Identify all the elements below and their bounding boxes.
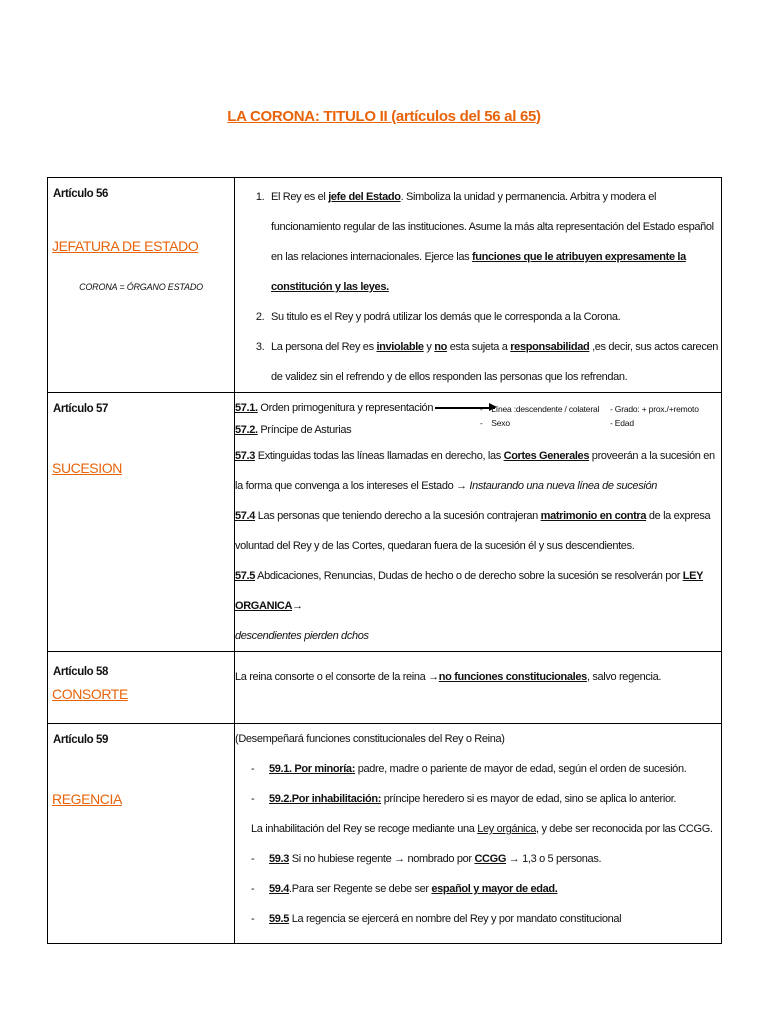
side-note: - Grado: + prox./+remoto - Edad <box>610 404 699 428</box>
keyword: funciones que le atribuyen expresamente la constitución y las leyes. <box>271 251 686 293</box>
table-row <box>48 724 722 944</box>
section-title: CONSORTE <box>52 686 128 702</box>
list-item: - 59.4.Para ser Regente se debe ser español y mayor de edad. <box>251 874 721 904</box>
list-item: 57.2. Príncipe de Asturias <box>235 424 352 436</box>
table-row <box>48 178 722 393</box>
inhabilitacion-text: La inhabilitación del Rey se recoge mediante una Ley orgánica, y debe ser reconocida por las CCGG. <box>251 823 713 835</box>
regencia-list <box>235 754 721 814</box>
articles-table <box>47 177 722 944</box>
article-number: Artículo 59 <box>53 734 109 746</box>
article-number: Artículo 57 <box>53 403 109 415</box>
section-title: JEFATURA DE ESTADO <box>52 238 199 254</box>
intro-text: (Desempeñará funciones constitucionales del Rey o Reina) <box>235 733 505 745</box>
keyword: inviolable <box>376 341 424 353</box>
regencia-list-2 <box>235 844 721 934</box>
keyword: no <box>434 341 447 353</box>
list-item: 57.4 Las personas que teniendo derecho a la sucesión contrajeran matrimonio en contra de la expresa voluntad del Rey y de las Cortes, quedaran fuera de la sucesión él y sus descendientes. <box>235 510 711 552</box>
list-item: 57.5 Abdicaciones, Renuncias, Dudas de hecho o de derecho sobre la sucesión se resolverán por LEY ORGANICA→ descendientes pierden dchos <box>235 570 704 642</box>
article-number: Artículo 58 <box>53 666 109 678</box>
keyword: jefe del Estado <box>328 191 401 203</box>
article-cell <box>48 393 235 652</box>
list-item: - 59.2.Por inhabilitación: príncipe heredero si es mayor de edad, sino se aplica lo anterior. <box>251 784 721 814</box>
article-cell <box>48 652 235 724</box>
list-item: 2. Su titulo es el Rey y podrá utilizar los demás que le corresponda a la Corona. <box>267 302 721 332</box>
list-item: - 59.1. Por minoría: padre, madre o pariente de mayor de edad, según el orden de sucesión. <box>251 754 721 784</box>
content-cell <box>235 178 722 393</box>
side-note: - Línea :descendente / colateral - Sexo <box>480 404 600 428</box>
list-item: - 59.3 Si no hubiese regente → nombrado por CCGG → 1,3 o 5 personas. <box>251 844 721 874</box>
keyword: responsabilidad <box>510 341 590 353</box>
article-list <box>235 182 721 392</box>
table-row <box>48 393 722 652</box>
keyword: no funciones constitucionales <box>438 671 587 683</box>
section-note: CORONA = ÓRGANO ESTADO <box>79 282 203 292</box>
section-title: REGENCIA <box>52 791 122 807</box>
article-number: Artículo 56 <box>53 188 109 200</box>
list-item: - 59.5 La regencia se ejercerá en nombre del Rey y por mandato constitucional <box>251 904 721 934</box>
list-item: 1. El Rey es el jefe del Estado. Simboliza la unidad y permanencia. Arbitra y modera el funcionamiento regular de las instituciones. Asume la más alta representación del Estado español en las relaciones internacionales. Ejerce las funciones que le atribuyen expresamente la constitución y las leyes. <box>267 182 721 302</box>
list-item: 57.3 Extinguidas todas las líneas llamadas en derecho, las Cortes Generales proveerán a la sucesión en la forma que convenga a los intereses el Estado → Instaurando una nueva línea de sucesión <box>235 450 715 492</box>
article-cell <box>48 724 235 944</box>
page-title: LA CORONA: TITULO II (artículos del 56 al 65) <box>227 108 541 125</box>
content-cell: La reina consorte o el consorte de la reina →no funciones constitucionales, salvo regencia. <box>235 652 722 724</box>
list-item: 57.1. Orden primogenitura y representación <box>235 397 721 419</box>
article-cell <box>48 178 235 393</box>
list-item: 3. La persona del Rey es inviolable y no esta sujeta a responsabilidad ,es decir, sus actos carecen de validez sin el refrendo y de ellos responden las personas que los refrendan. <box>267 332 721 392</box>
table-row <box>48 652 722 724</box>
section-title: SUCESION <box>52 460 122 476</box>
content-cell <box>235 724 722 944</box>
content-cell <box>235 393 722 652</box>
